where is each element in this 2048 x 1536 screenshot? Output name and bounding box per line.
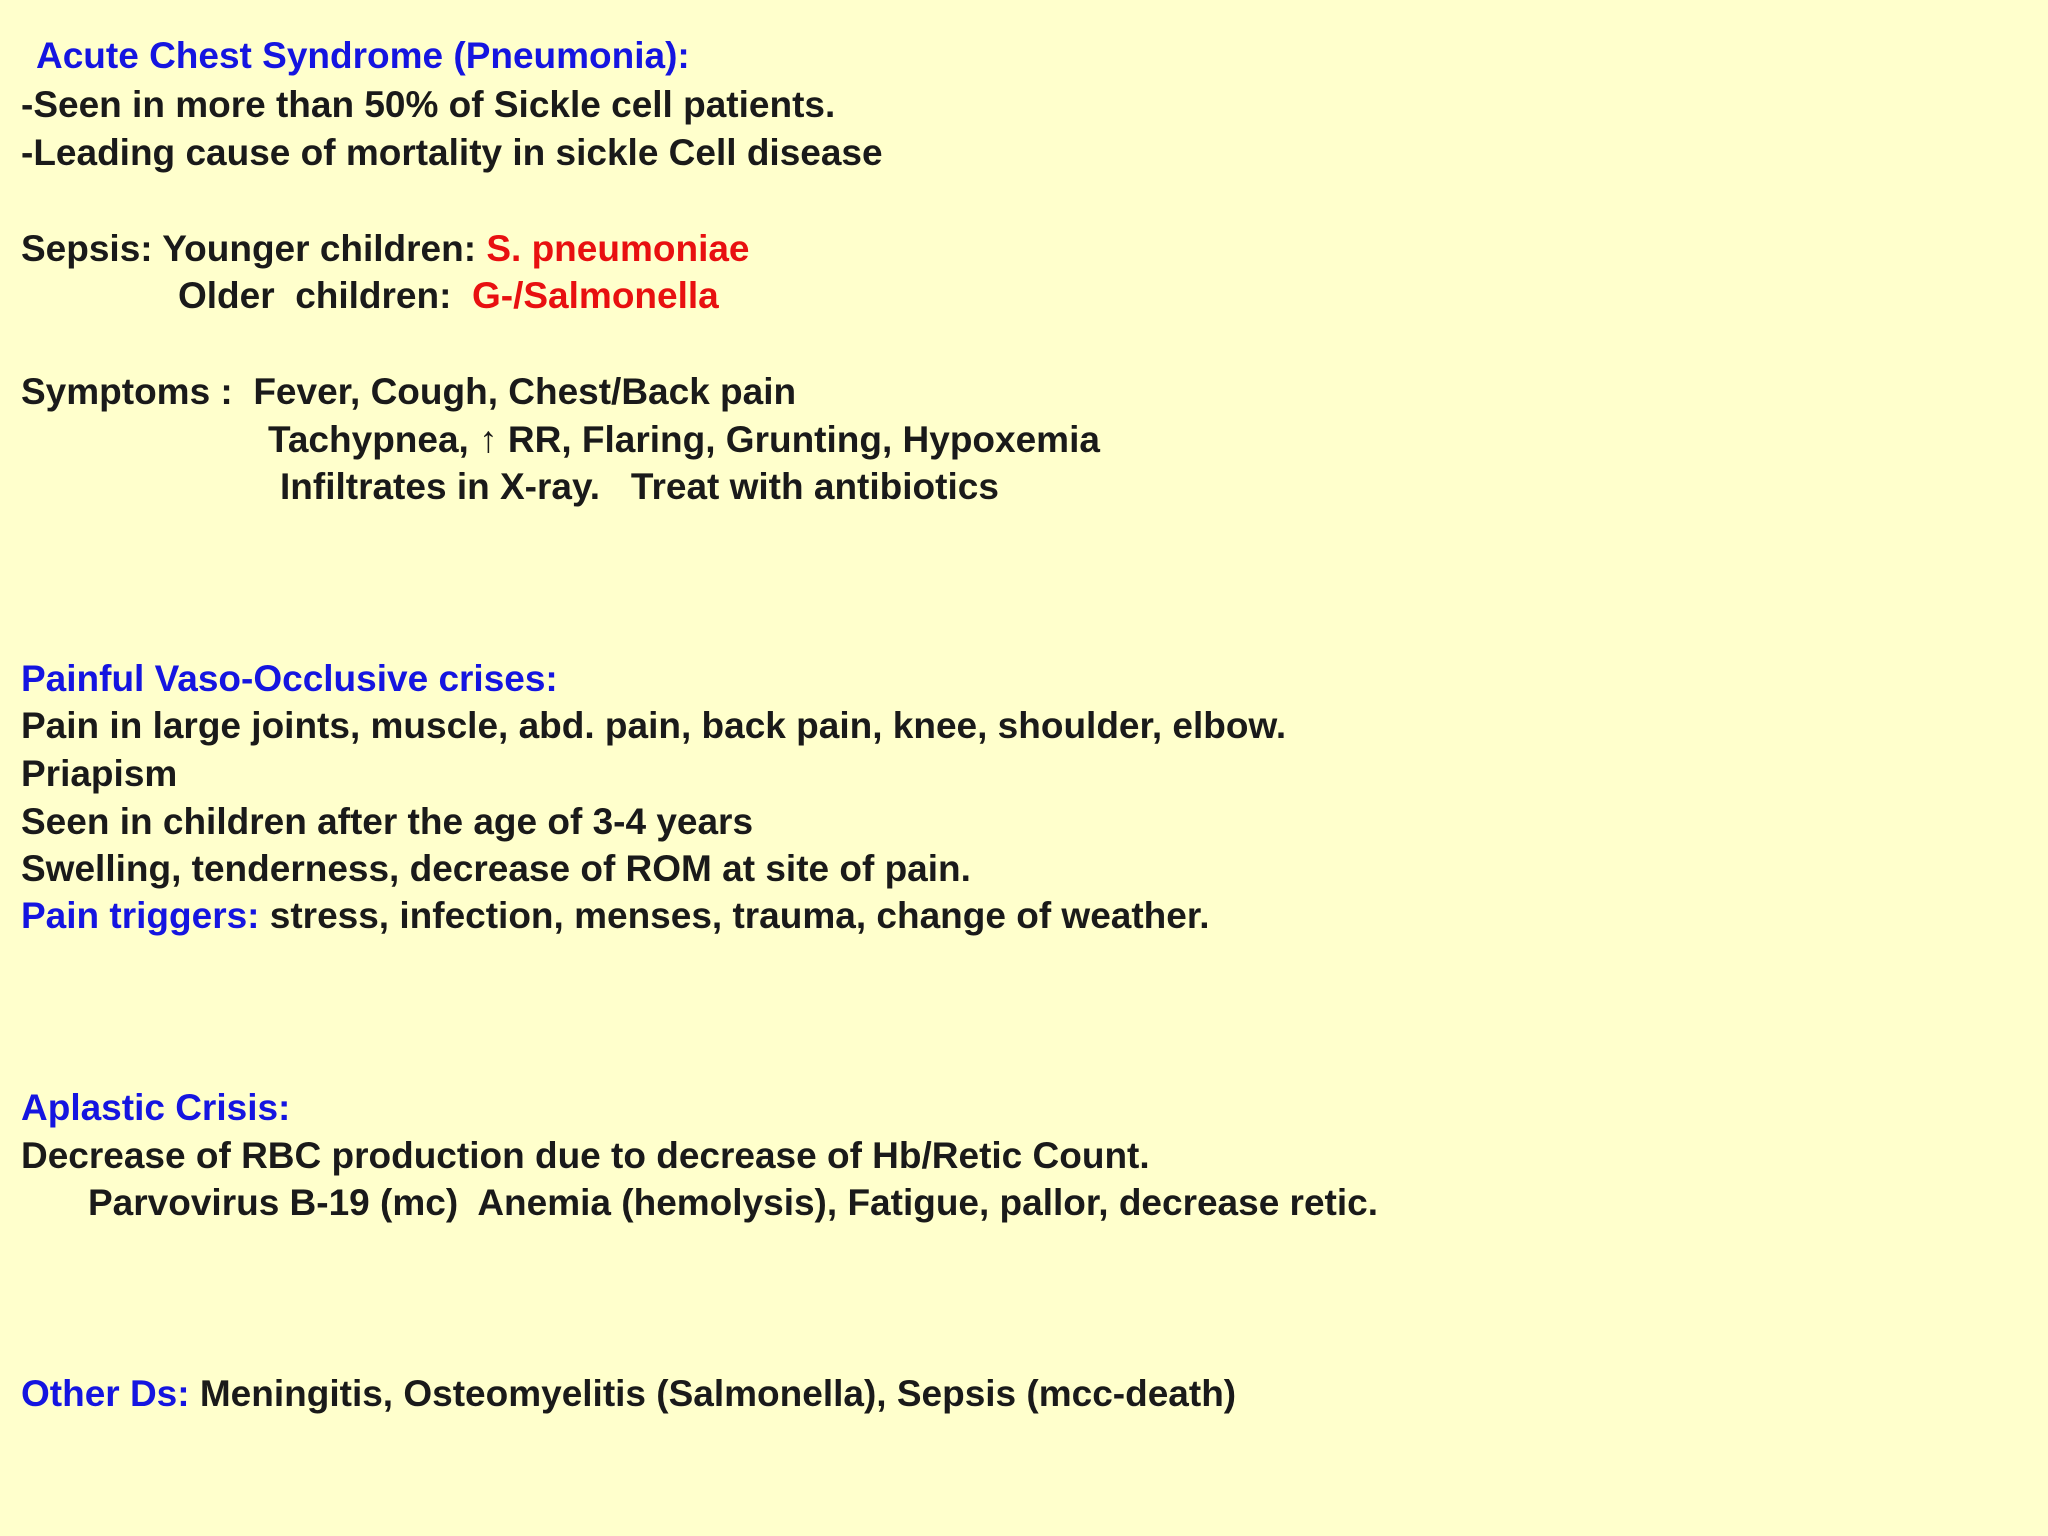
acute-chest-line-2: -Leading cause of mortality in sickle Cell disease (21, 132, 883, 173)
aplastic-line-1: Decrease of RBC production due to decrease of Hb/Retic Count. (21, 1135, 1150, 1176)
symptoms-line-3: Infiltrates in X-ray. Treat with antibiotics (280, 466, 999, 507)
sepsis-older-label: Older children: (178, 275, 472, 316)
pain-triggers-label: Pain triggers: (21, 895, 260, 936)
sepsis-younger-line (21, 230, 750, 267)
acute-chest-line-1: -Seen in more than 50% of Sickle cell patients. (21, 84, 836, 125)
vaso-occlusive-line-4: Swelling, tenderness, decrease of ROM at site of pain. (21, 848, 971, 889)
aplastic-heading: Aplastic Crisis: (21, 1087, 291, 1128)
sepsis-label: Sepsis: Younger children: (21, 228, 487, 269)
other-ds-text: Meningitis, Osteomyelitis (Salmonella), Sepsis (mcc-death) (189, 1373, 1237, 1414)
symptoms-line-1: Symptoms : Fever, Cough, Chest/Back pain (21, 371, 797, 412)
aplastic-line-2: Parvovirus B-19 (mc) Anemia (hemolysis), Fatigue, pallor, decrease retic. (88, 1182, 1378, 1223)
other-ds-label: Other Ds: (21, 1373, 190, 1414)
vaso-occlusive-line-1: Pain in large joints, muscle, abd. pain, back pain, knee, shoulder, elbow. (21, 705, 1287, 746)
other-ds-line (21, 1375, 1236, 1412)
sepsis-younger-organism: S. pneumoniae (486, 228, 750, 269)
symptoms-line-2: Tachypnea, ↑ RR, Flaring, Grunting, Hypoxemia (268, 419, 1100, 460)
pain-triggers-line (21, 897, 1210, 934)
sepsis-older-line (178, 277, 719, 314)
vaso-occlusive-heading: Painful Vaso-Occlusive crises: (21, 658, 558, 699)
pain-triggers-text: stress, infection, menses, trauma, change of weather. (259, 895, 1210, 936)
sepsis-older-organism: G-/Salmonella (472, 275, 719, 316)
vaso-occlusive-line-2: Priapism (21, 753, 178, 794)
vaso-occlusive-line-3: Seen in children after the age of 3-4 years (21, 801, 754, 842)
acute-chest-heading: Acute Chest Syndrome (Pneumonia): (36, 35, 690, 76)
